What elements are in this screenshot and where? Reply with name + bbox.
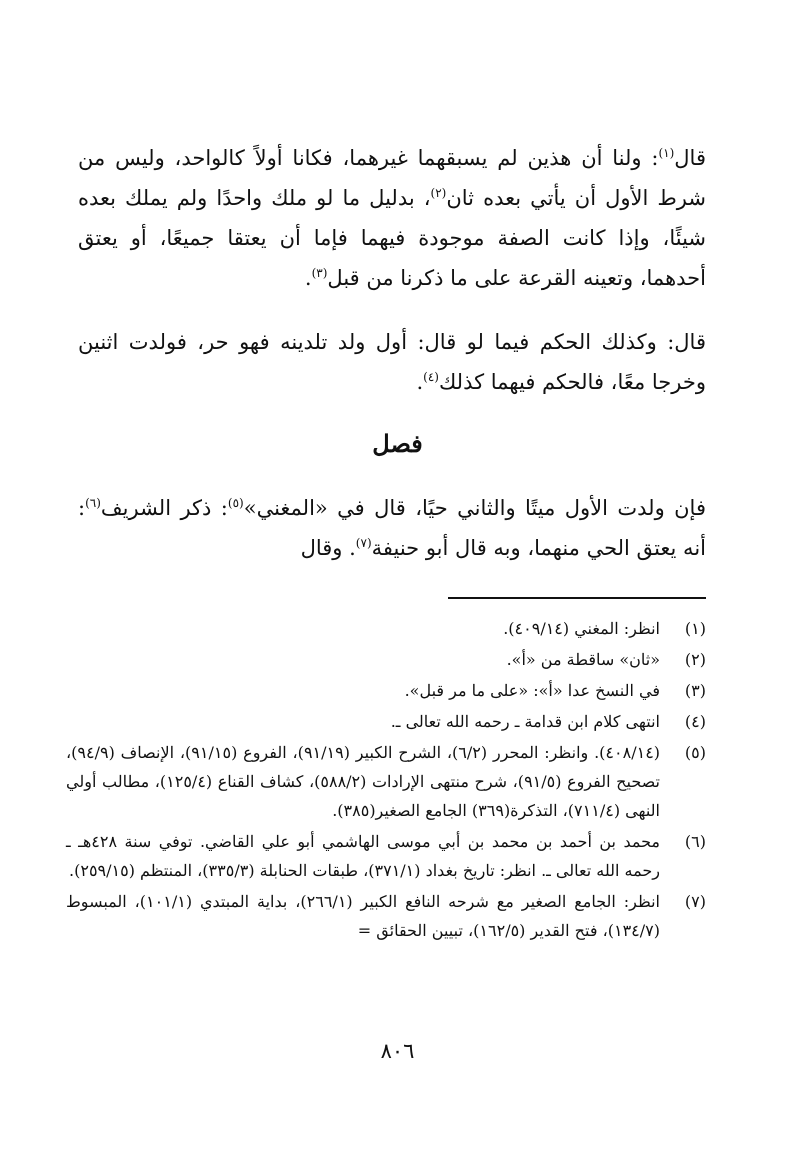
paragraph-2 bbox=[78, 322, 706, 402]
footnote-marker: (٤) bbox=[423, 370, 439, 384]
footnote-marker: (٧) bbox=[355, 536, 372, 550]
paragraph-text: . وقال bbox=[300, 536, 356, 560]
paragraph-text: : أنه يعتق الحي منهما، وبه قال أبو حنيفة bbox=[78, 496, 706, 560]
paragraph-1 bbox=[78, 138, 706, 298]
footnote-item bbox=[66, 614, 706, 643]
footnote-item bbox=[66, 738, 706, 825]
footnote-item bbox=[66, 887, 706, 945]
footnote-marker: (٣) bbox=[311, 266, 328, 280]
footnote-number: (٦) bbox=[684, 832, 706, 851]
footnote-marker: (٢) bbox=[430, 186, 447, 200]
footnote-marker: (١) bbox=[658, 146, 675, 160]
footnote-number: (١) bbox=[684, 619, 706, 638]
paragraph-text: ، بدليل ما لو ملك واحدًا ولم يملك بعده شيئًا، وإذا كانت الصفة موجودة فيهما فإما أن يعتقا جميعًا، أو يعتق أحدهما، وتعينه القرعة على ما ذكرنا من قبل bbox=[78, 186, 706, 290]
footnote-text: محمد بن أحمد بن محمد بن أبي موسى الهاشمي أبو علي القاضي. توفي سنة ٤٢٨هـ ـ رحمه الله تعالى ـ. انظر: تاريخ بغداد (٣٧١/١)، طبقات الحنابلة (٣٣٥/٣)، المنتظم (٢٥٩/١٥). bbox=[66, 832, 660, 880]
paragraph-text: . bbox=[304, 266, 312, 290]
footnote-number: (٢) bbox=[684, 650, 706, 669]
footnote-text: (٤٠٨/١٤). وانظر: المحرر (٦/٢)، الشرح الكبير (٩١/١٩)، الفروع (٩١/١٥)، الإنصاف (٩٤/٩)، تصحيح الفروع (٩١/٥)، شرح منتهى الإرادات (٥٨٨/٢)، كشاف القناع (١٢٥/٤)، مطالب أولي النهى (٧١١/٤)، التذكرة(٣٦٩) الجامع الصغير(٣٨٥). bbox=[66, 743, 661, 820]
page-number: ٨٠٦ bbox=[380, 1039, 415, 1063]
footnote-marker: (٦) bbox=[85, 496, 101, 510]
footnote-divider bbox=[448, 597, 706, 599]
footnote-text: انظر: الجامع الصغير مع شرحه النافع الكبير (٢٦٦/١)، بداية المبتدي (١٠١/١)، المبسوط (١٣٤/٧)، فتح القدير (١٦٢/٥)، تبيين الحقائق = bbox=[66, 892, 660, 940]
paragraph-text: قال bbox=[674, 146, 706, 170]
paragraph-3 bbox=[78, 488, 706, 568]
footnote-number: (٤) bbox=[684, 712, 706, 731]
footnote-number: (٥) bbox=[684, 743, 706, 762]
footnotes-list bbox=[66, 614, 706, 947]
paragraph-text: فإن ولدت الأول ميتًا والثاني حيًا، قال في «المغني» bbox=[243, 496, 706, 520]
footnote-item bbox=[66, 827, 706, 885]
paragraph-text: قال: وكذلك الحكم فيما لو قال: أول ولد تلدينه فهو حر، فولدت اثنين وخرجا معًا، فالحكم فيهما كذلك bbox=[78, 330, 706, 394]
paragraph-text: . bbox=[416, 370, 424, 394]
footnote-text: انظر: المغني (٤٠٩/١٤). bbox=[503, 619, 660, 638]
footnote-item bbox=[66, 676, 706, 705]
footnote-number: (٣) bbox=[684, 681, 706, 700]
paragraph-text: : ذكر الشريف bbox=[100, 496, 228, 520]
paragraph-text: : ولنا أن هذين لم يسبقهما غيرهما، فكانا أولاً كالواحد، وليس من شرط الأول أن يأتي بعده ثان bbox=[78, 146, 706, 210]
footnote-number: (٧) bbox=[684, 892, 706, 911]
section-heading: فصل bbox=[372, 429, 423, 458]
footnote-item bbox=[66, 645, 706, 674]
footnote-marker: (٥) bbox=[227, 496, 244, 510]
footnote-text: «ثان» ساقطة من «أ». bbox=[506, 650, 660, 669]
footnote-text: انتهى كلام ابن قدامة ـ رحمه الله تعالى ـ. bbox=[390, 712, 660, 731]
footnote-text: في النسخ عدا «أ»: «على ما مر قبل». bbox=[404, 681, 660, 700]
footnote-item bbox=[66, 707, 706, 736]
